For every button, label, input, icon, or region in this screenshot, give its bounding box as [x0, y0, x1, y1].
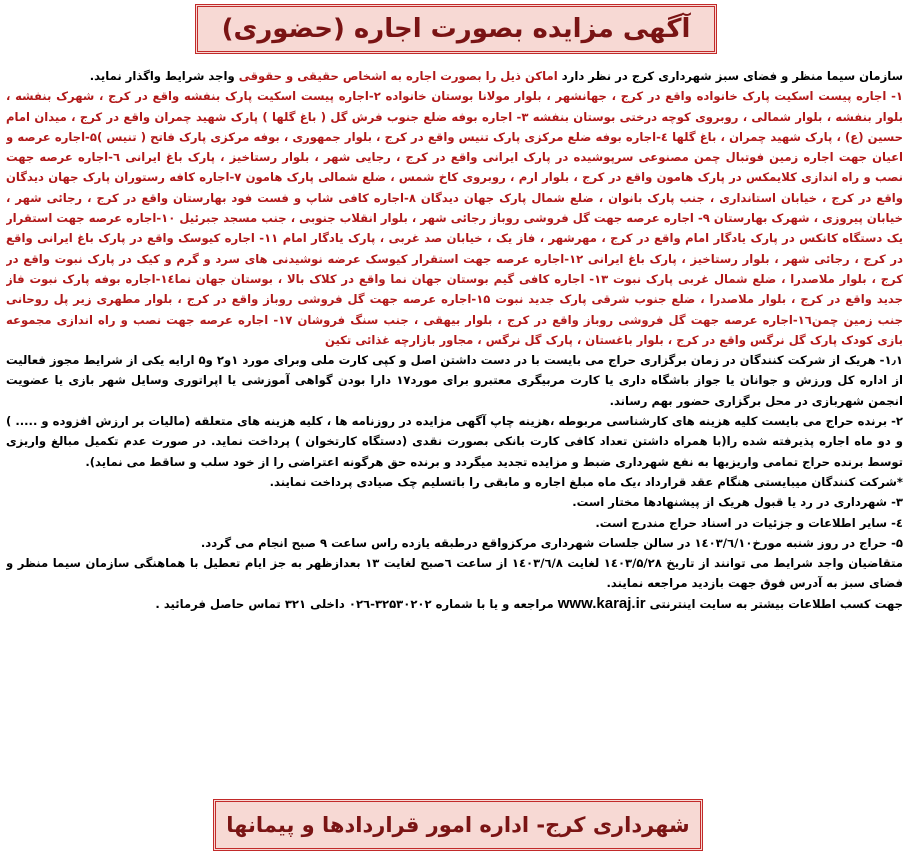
website-link[interactable]: www.karaj.ir [557, 594, 646, 612]
condition-2: ۲- برنده حراج می بایست کلیه هزینه های کارشناسی مربوطه ،هزینه چاپ آگهی مزایده در روزنامه ها ، کلیه هزینه های متعلقه (مالیات بر ارزش افزوده و ..... ) و دو ماه اجاره پذیرفته شده را(با همراه داشتن تعداد کافی کارت بانکی بصورت نقدی (دستگاه کارتخوان ) پرداخت نماید. در صورت عدم تکمیل مبالغ واریزی توسط برنده حراج تمامی واریزیها به نفع شهرداری ضبط و مزایده تجدید میگردد و برنده حق هرگونه اعتراضی را از خود سلب و ساقط می نماید). [6, 414, 903, 469]
footer-banner [213, 799, 703, 851]
contact-info [6, 594, 903, 614]
condition-1: ۱٫۱- هریک از شرکت کنندگان در زمان برگزاری حراج می بایست با در دست داشتن اصل و کپی کارت ملی وبرای مورد ۱و۲ و۵ ارایه یکی از شرایط مجوز فعالیت از اداره کل ورزش و جوانان یا جواز باشگاه داری یا کارت مربیگری معتبرو برای مورد۱۷ دارا بودن گواهی آموزشی یا اپراتوری وسایل شهر بازی یا عضویت انجمن شهربازی در محل برگزاری حضور بهم رساند. [6, 353, 903, 408]
intro-text: سازمان سیما منظر و فضای سبز شهرداری کرج در نظر دارد [561, 69, 903, 83]
rental-items-list: ۱- اجاره پیست اسکیت پارک خانواده واقع در کرج ، جهانشهر ، بلوار مولانا بوستان خانواده ۲-اجاره پیست اسکیت پارک بنفشه واقع در کرج ، شهرک بنفشه ، بلوار بنفشه ، بلوار شمالی ، روبروی کوچه درختی بوستان بنفشه ۳- اجاره بوفه ضلع جنوب فرش گل ( باغ گلها ) پارک شهید چمران واقع در کرج ، میدان امام حسین (ع) ، پارک شهید چمران ، باغ گلها ٤-اجاره بوفه ضلع مرکزی پارک تنیس واقع در کرج ، بلوار جمهوری ، بوفه مرکزی پارک فاتح ( تنیس )۵-اجاره عرصه و اعیان جهت اجاره زمین فوتبال چمن مصنوعی سرپوشیده در پارک ایرانی واقع در کرج ، رجایی شهر ، بلوار رستاخیز ، پارک باغ ایرانی ٦-اجاره عرصه جهت نصب و راه اندازی کلایمکس در پارک هامون واقع در کرج ، بلوار ارم ، روبروی کاخ شمس ، ضلع شمالی پارک هامون ۷-اجاره کافه رستوران پارک جهان دیدگان واقع در کرج ، خیابان استانداری ، جنب پارک بانوان ، ضلع شمال پارک جهان دیدگان ۸-اجاره کافی شاپ و فست فود بهارستان واقع در کرج ، رجائی شهر ، خیابان پیروزی ، شهرک بهارستان ۹- اجاره عرصه جهت گل فروشی روباز رجائی شهر ، بلوار انقلاب جنوبی ، جنب مسجد جبرئیل ۱۰-اجاره عرصه جهت استقرار یک دستگاه کانکس در پارک یادگار امام واقع در کرج ، مهرشهر ، فاز یک ، خیابان صد غربی ، پارک یادگار امام ۱۱- اجاره کیوسک واقع در پارک باغ ایرانی واقع در کرج ، رجائی شهر ، بلوار رستاخیز ، پارک باغ ایرانی ۱۲-اجاره عرصه جهت استقرار کیوسک عرضه نوشیدنی های سرد و گرم و کیک در پارک نبوت واقع در کرج ، بلوار ملاصدرا ، ضلع شمال غربی پارک نبوت ۱۳- اجاره کافی گیم بوستان جهان نما واقع در کلاک بالا ، بوستان جهان نما۱٤-اجاره بوفه پارک نبوت فاز جدید واقع در کرج ، بلوار ملاصدرا ، ضلع جنوب شرقی پارک جدید نبوت ۱۵-اجاره عرصه جهت گل فروشی روباز واقع در کرج ، بلوار مطهری زیر پل روحانی جنب زمین چمن۱٦-اجاره عرصه جهت گل فروشی روباز واقع در کرج ، بلوار بیهقی ، جنب سنگ فروشان ۱۷- اجاره عرصه جهت نصب و راه اندازی مجموعه بازی کودک پارک گل نرگس واقع در کرج ، بلوار باغستان ، پارک گل نرگس ، مجاور بازارچه غذائی تکین [6, 89, 903, 347]
notice-body [6, 66, 903, 790]
intro-paragraph [6, 66, 903, 86]
intro-text-end: واجد شرایط واگذار نماید. [89, 69, 235, 83]
footer-text: شهرداری کرج- اداره امور قراردادها و پیمانها [226, 813, 690, 837]
title-banner [195, 4, 717, 54]
intro-highlight: اماکن ذیل را بصورت اجاره به اشخاص حقیقی و حقوقی [238, 69, 558, 83]
page-title: آگهی مزایده بصورت اجاره (حضوری) [221, 14, 691, 44]
condition-4: ٤- سایر اطلاعات و جزئیات در اسناد حراج مندرج است. [595, 515, 903, 530]
condition-contract: *شرکت کنندگان میبایستی هنگام عقد قرارداد ،یک ماه مبلغ اجاره و مابقی را باتسلیم چک صیادی پرداخت نمایند. [269, 474, 903, 489]
visit-info: متقاضیان واجد شرایط می توانند از تاریخ ۱٤۰۳/۵/۲۸ لغایت ۱٤۰۳/٦/۸ از ساعت ٦صبح لغایت ۱۳ بعدازظهر به جز ایام تعطیل با هماهنگی سازمان سیما منظر و فضای سبز به آدرس فوق جهت بازدید مراجعه نمایند. [6, 556, 903, 591]
condition-3: ۳- شهرداری در رد یا قبول هریک از پیشنهادها مختار است. [572, 495, 903, 510]
contact-text: جهت کسب اطلاعات بیشتر به سایت اینترنتی [649, 596, 903, 611]
contact-phone-text: مراجعه و یا با شماره ۳۲۵۳۰۲۰۲-۰۲٦ داخلی ۳۲۱ تماس حاصل فرمائید . [155, 596, 554, 611]
condition-5: ۵- حراج در روز شنبه مورخ۱٤۰۳/٦/۱۰ در سالن جلسات شهرداری مرکزواقع درطبقه یازده راس ساعت ۹ صبح انجام می گردد. [200, 535, 903, 550]
